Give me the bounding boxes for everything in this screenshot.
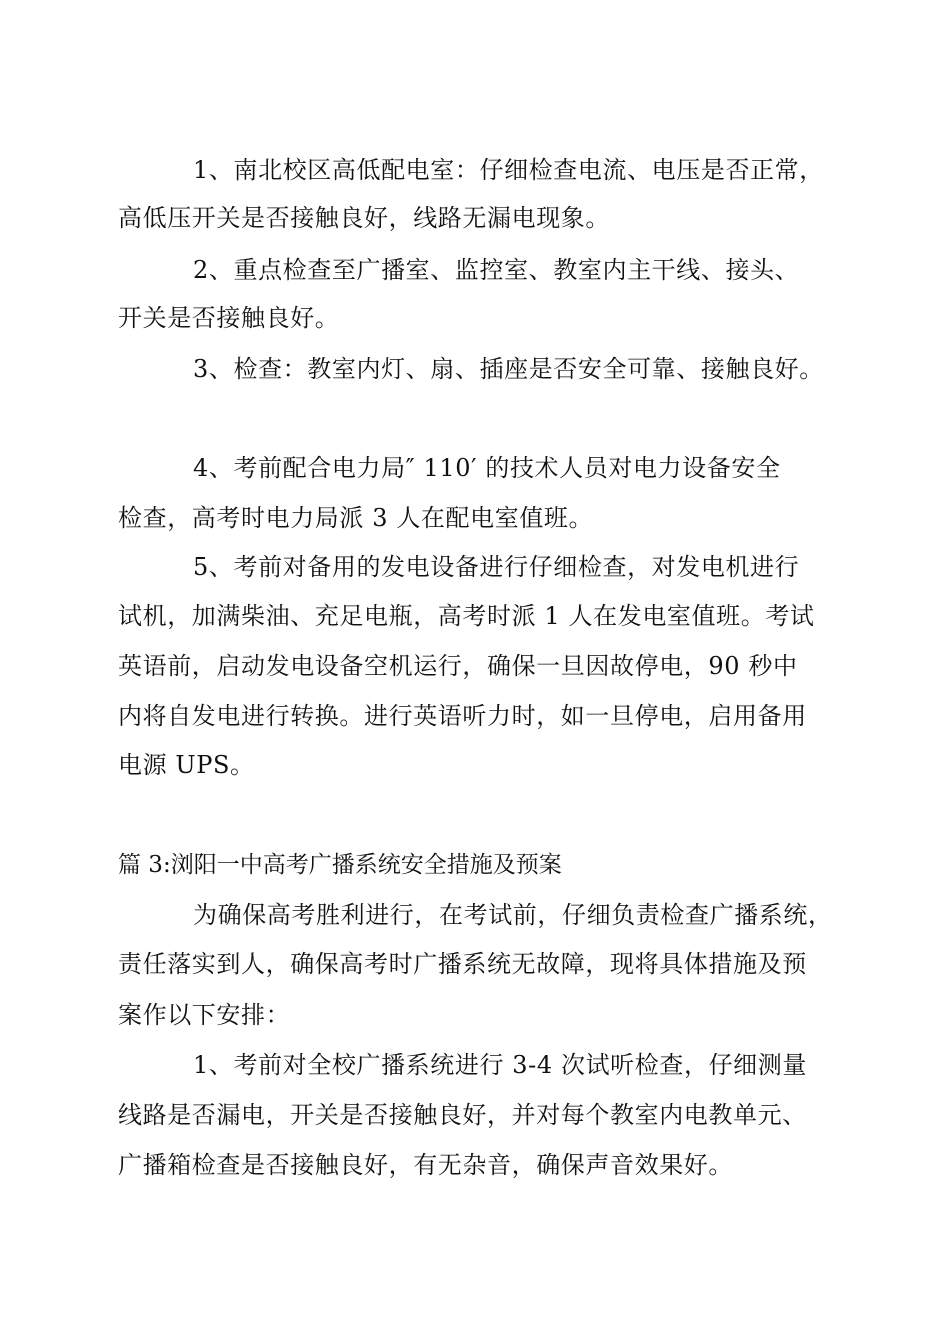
electric-item2-line2: 开关是否接触良好。	[118, 304, 340, 332]
section-heading: 篇 3:浏阳一中高考广播系统安全措施及预案	[118, 852, 562, 878]
electric-item4-line1: 4、考前配合电力局″ 110′ 的技术人员对电力设备安全	[193, 454, 781, 482]
electric-item3-line1: 3、检查：教室内灯、扇、插座是否安全可靠、接触良好。	[193, 355, 824, 383]
broadcast-item1-line2: 线路是否漏电，开关是否接触良好，并对每个教室内电教单元、	[118, 1101, 807, 1129]
electric-item5-line3: 英语前，启动发电设备空机运行，确保一旦因故停电，90 秒中	[118, 652, 798, 680]
electric-item5-line4: 内将自发电进行转换。进行英语听力时，如一旦停电，启用备用	[118, 702, 807, 730]
broadcast-intro-line3: 案作以下安排：	[118, 1001, 291, 1029]
electric-item1-line1: 1、南北校区高低配电室：仔细检查电流、电压是否正常，	[193, 156, 824, 184]
electric-item5-line2: 试机，加满柴油、充足电瓶，高考时派 1 人在发电室值班。考试	[118, 602, 815, 630]
broadcast-item1-line3: 广播箱检查是否接触良好，有无杂音，确保声音效果好。	[118, 1151, 733, 1179]
broadcast-intro-line1: 为确保高考胜利进行，在考试前，仔细负责检查广播系统，	[193, 901, 833, 929]
electric-item1-line2: 高低压开关是否接触良好，线路无漏电现象。	[118, 204, 610, 232]
electric-item5-line1: 5、考前对备用的发电设备进行仔细检查，对发电机进行	[193, 553, 800, 581]
broadcast-intro-line2: 责任落实到人，确保高考时广播系统无故障，现将具体措施及预	[118, 950, 807, 978]
electric-item2-line1: 2、重点检查至广播室、监控室、教室内主干线、接头、	[193, 256, 800, 284]
electric-item4-line2: 检查，高考时电力局派 3 人在配电室值班。	[118, 504, 594, 532]
electric-item5-line5: 电源 UPS。	[118, 751, 255, 779]
broadcast-item1-line1: 1、考前对全校广播系统进行 3-4 次试听检查，仔细测量	[193, 1051, 807, 1079]
